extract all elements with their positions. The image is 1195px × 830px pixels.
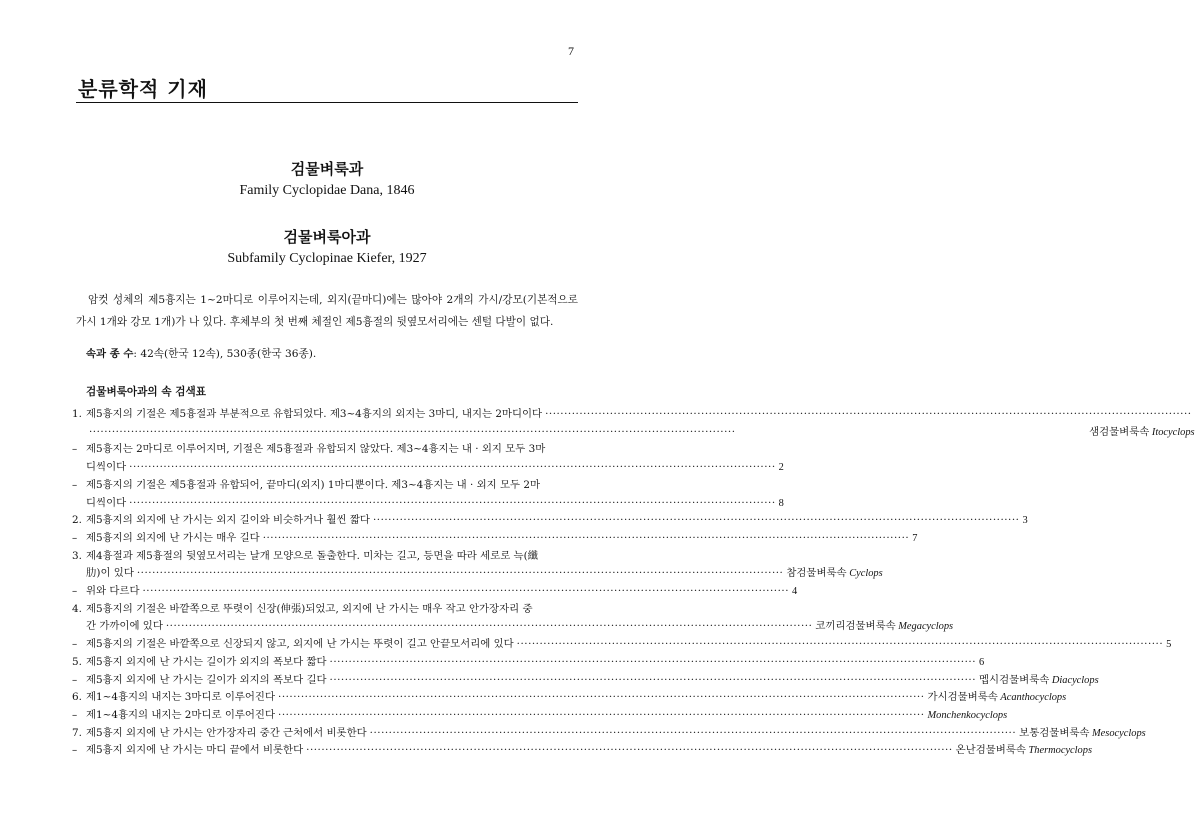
leader-dots — [263, 530, 910, 548]
couplet-text: 제5흉지의 기절은 제5흉절과 부분적으로 유합되었다. 제3~4흉지의 외지는 3마디, 내지는 2마디이다 — [86, 408, 543, 420]
couplet-number: 6. — [72, 691, 82, 704]
couplet-number: – — [72, 585, 78, 598]
couplet-number: – — [72, 638, 78, 651]
couplet-text: 제5흉지의 기절은 제5흉절과 유합되어, 끝마디(외지) 1마디뿐이다. 제3~4흉지는 내 · 외지 모두 2마 — [86, 478, 541, 491]
couplet-number: – — [72, 531, 78, 544]
key-couplet — [72, 583, 798, 601]
key-couplet — [72, 512, 1028, 530]
next-couplet-reference: 4 — [792, 586, 798, 598]
couplet-text: 제1~4흉지의 내지는 2마디로 이루어진다 — [86, 708, 276, 721]
couplet-number: 3. — [72, 549, 82, 562]
couplet-number: – — [72, 443, 78, 456]
couplet-text: 제5흉지 외지에 난 가시는 안가장자리 중간 근처에서 비롯한다 — [86, 726, 367, 739]
key-couplet — [72, 742, 1092, 760]
couplet-number: – — [72, 673, 78, 686]
leader-dots — [306, 742, 953, 760]
leader-dots — [545, 406, 1192, 424]
leader-dots — [278, 707, 925, 725]
page-number: 7 — [568, 44, 574, 58]
couplet-number: 1. — [72, 408, 82, 420]
couplet-text: 제5흉지 외지에 난 가시는 길이가 외지의 폭보다 짧다 — [86, 655, 327, 668]
couplet-text: 위와 다르다 — [86, 585, 140, 598]
leader-dots — [89, 424, 1086, 442]
next-couplet-reference: 8 — [778, 497, 784, 509]
next-couplet-reference: 6 — [979, 656, 985, 668]
couplet-text: 제5흉지의 외지에 난 가시는 외지 길이와 비슷하거나 훨씬 짧다 — [86, 514, 370, 527]
leader-dots — [129, 495, 776, 513]
couplet-text: 제1~4흉지의 내지는 3마디로 이루어진다 — [86, 691, 276, 704]
couplet-text: 제5흉지의 외지에 난 가시는 매우 길다 — [86, 531, 260, 544]
couplet-number: 5. — [72, 655, 82, 668]
couplet-text: 제5흉지는 2마디로 이루어지며, 기절은 제5흉절과 유합되지 않았다. 제3~4흉지는 내 · 외지 모두 3마 — [86, 443, 546, 456]
next-couplet-reference: 5 — [1166, 639, 1172, 651]
genus-scientific-name: Itocyclops — [1151, 426, 1195, 438]
couplet-number: – — [72, 478, 78, 491]
genus-scientific-name: Mesocyclops — [1092, 727, 1146, 739]
couplet-number: 4. — [72, 602, 82, 615]
genera-count — [86, 345, 316, 361]
couplet-text: 제5흉지의 기절은 바깥쪽으로 뚜렷이 신장(伸張)되었고, 외지에 난 가시는 매우 작고 안가장자리 중 — [86, 602, 533, 615]
genus-scientific-name: Monchenkocyclops — [927, 709, 1008, 721]
key-couplet — [72, 477, 784, 512]
couplet-text: 제5흉지 외지에 난 가시는 길이가 외지의 폭보다 길다 — [86, 673, 327, 686]
family-heading — [76, 158, 578, 199]
identification-key — [72, 406, 1195, 760]
couplet-number: – — [72, 708, 78, 721]
subfamily-name-english: Subfamily Cyclopinae Kiefer, 1927 — [227, 251, 427, 266]
couplet-text: 디씩이다 — [86, 461, 127, 474]
key-couplet — [72, 441, 784, 476]
genus-scientific-name: Diacyclops — [1051, 674, 1099, 686]
subfamily-name-korean: 검물벼룩아과 — [283, 228, 371, 246]
couplet-number: 2. — [72, 514, 82, 527]
next-couplet-reference: 2 — [778, 462, 784, 474]
couplet-number: – — [72, 744, 78, 757]
next-couplet-reference: 7 — [912, 532, 918, 544]
leader-dots — [330, 672, 977, 690]
key-couplet — [72, 707, 1008, 725]
genus-name: 코끼리검물벼룩속 Megacyclops — [815, 621, 954, 633]
couplet-text: 肋)이 있다 — [86, 567, 134, 580]
genus-scientific-name: Acanthocyclops — [1000, 692, 1067, 704]
couplet-text: 간 가까이에 있다 — [86, 620, 163, 633]
genera-count-label: 속과 종 수 — [86, 348, 134, 360]
key-couplet — [72, 406, 1195, 441]
intro-paragraph: 암컷 성체의 제5흉지는 1~2마디로 이루어지는데, 외지(끝마디)에는 많아야 2개의 가시/강모(기본적으로 가시 1개와 강모 1개)가 나 있다. 후체부의 첫 번째 체절인 제5흉절의 뒷옆모서리에는 센털 다발이 없다. — [76, 294, 578, 328]
leader-dots — [137, 565, 784, 583]
key-couplet — [72, 725, 1146, 743]
title-rule — [76, 102, 578, 103]
couplet-text: 제4흉절과 제5흉절의 뒷옆모서리는 날개 모양으로 돌출한다. 미차는 길고, 등면을 따라 세로로 늑(纖 — [86, 549, 539, 562]
key-couplet — [72, 654, 985, 672]
genus-name — [928, 707, 1008, 725]
leader-dots — [143, 583, 790, 601]
genus-name: 샘검물벼룩속 Itocyclops — [1089, 426, 1195, 438]
key-couplet — [72, 636, 1172, 654]
next-couplet-reference: 3 — [1022, 515, 1028, 527]
couplet-text: 제5흉지 외지에 난 가시는 마디 끝에서 비롯한다 — [86, 744, 304, 757]
leader-dots — [278, 689, 925, 707]
genera-count-value: : 42속(한국 12속), 530종(한국 36종). — [133, 348, 317, 360]
genus-name: 참검물벼룩속 Cyclops — [786, 568, 883, 580]
couplet-number: 7. — [72, 726, 82, 739]
leader-dots — [373, 512, 1020, 530]
section-title: 분류학적 기재 — [78, 77, 208, 101]
genus-scientific-name: Cyclops — [849, 568, 883, 580]
key-couplet — [72, 548, 883, 583]
genus-name: 온난검물벼룩속 Thermocyclops — [955, 745, 1092, 757]
key-title: 검물벼룩아과의 속 검색표 — [86, 386, 206, 398]
couplet-text: 디씩이다 — [86, 496, 127, 509]
couplet-text: 제5흉지의 기절은 바깥쪽으로 신장되지 않고, 외지에 난 가시는 뚜렷이 길고 안끝모서리에 있다 — [86, 638, 514, 651]
genus-name: 보통검물벼룩속 Mesocyclops — [1019, 727, 1146, 739]
genus-scientific-name: Megacyclops — [898, 621, 954, 633]
leader-dots — [370, 725, 1017, 743]
leader-dots — [517, 636, 1164, 654]
family-name-korean: 검물벼룩과 — [290, 160, 364, 178]
leader-dots — [129, 459, 776, 477]
family-name-english: Family Cyclopidae Dana, 1846 — [239, 183, 415, 198]
key-couplet — [72, 601, 954, 636]
genus-scientific-name: Thermocyclops — [1028, 745, 1092, 757]
genus-name: 가시검물벼룩속 Acanthocyclops — [927, 692, 1067, 704]
leader-dots — [330, 654, 977, 672]
leader-dots — [166, 618, 813, 636]
key-couplet — [72, 530, 918, 548]
key-couplet — [72, 689, 1067, 707]
key-couplet — [72, 672, 1099, 690]
subfamily-heading — [76, 226, 578, 267]
genus-name: 멥시검물벼룩속 Diacyclops — [979, 674, 1099, 686]
